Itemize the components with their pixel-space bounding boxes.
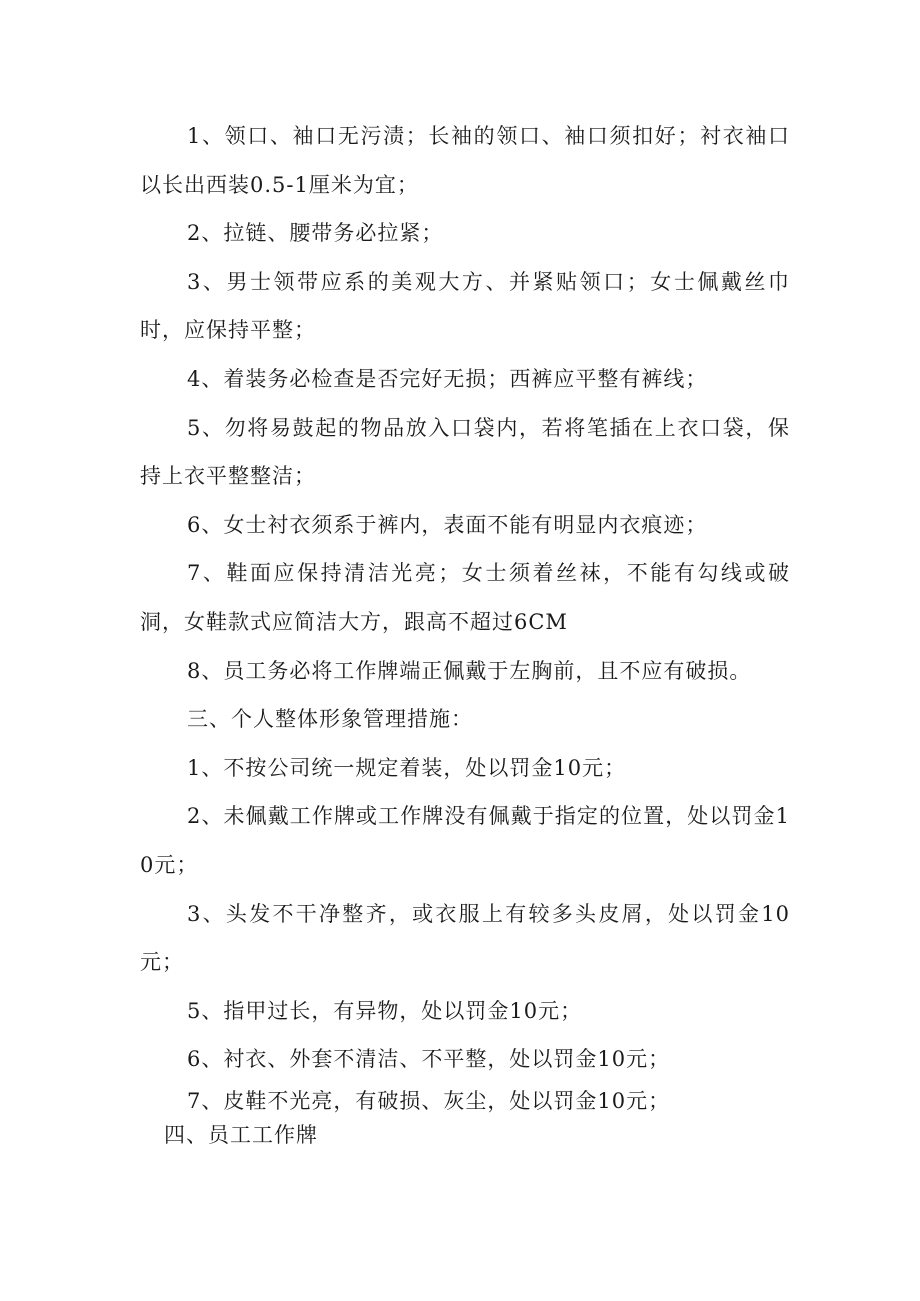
paragraph-fine-hair: 3、头发不干净整齐，或衣服上有较多头皮屑，处以罚金10元； (140, 901, 790, 975)
paragraph-shoes-stockings: 7、鞋面应保持清洁光亮；女士须着丝袜，不能有勾线或破洞，女鞋款式应简洁大方，跟高不超过6CM (140, 561, 790, 634)
paragraph-fine-shirt: 6、衬衣、外套不清洁、不平整，处以罚金10元； (187, 1047, 671, 1072)
section-heading-measures: 三、个人整体形象管理措施： (187, 707, 473, 732)
paragraph-attire-check: 4、着装务必检查是否完好无损；西裤应平整有裤线； (187, 366, 708, 391)
paragraph-badge: 8、员工务必将工作牌端正佩戴于左胸前，且不应有破损。 (187, 658, 752, 683)
paragraph-fine-badge: 2、未佩戴工作牌或工作牌没有佩戴于指定的位置，处以罚金10元； (140, 804, 790, 877)
paragraph-fine-shoes: 7、皮鞋不光亮，有破损、灰尘，处以罚金10元； (187, 1088, 671, 1113)
paragraph-fine-uniform: 1、不按公司统一规定着装，处以罚金10元； (187, 755, 627, 780)
section-heading-badge: 四、员工工作牌 (164, 1122, 318, 1147)
paragraph-tie-scarf: 3、男士领带应系的美观大方、并紧贴领口；女士佩戴丝巾时，应保持平整； (140, 269, 790, 343)
paragraph-fine-nails: 5、指甲过长，有异物，处以罚金10元； (187, 998, 583, 1023)
document-body (140, 112, 790, 1152)
paragraph-zipper-belt: 2、拉链、腰带务必拉紧； (187, 221, 444, 246)
paragraph-pockets: 5、勿将易鼓起的物品放入口袋内，若将笔插在上衣口袋，保持上衣平整整洁； (140, 415, 790, 489)
paragraph-shirt-tucked: 6、女士衬衣须系于裤内，表面不能有明显内衣痕迹； (187, 512, 708, 537)
paragraph-collar-cuffs: 1、领口、袖口无污渍；长袖的领口、袖口须扣好；衬衣袖口以长出西装0.5-1厘米为宜； (140, 124, 790, 197)
